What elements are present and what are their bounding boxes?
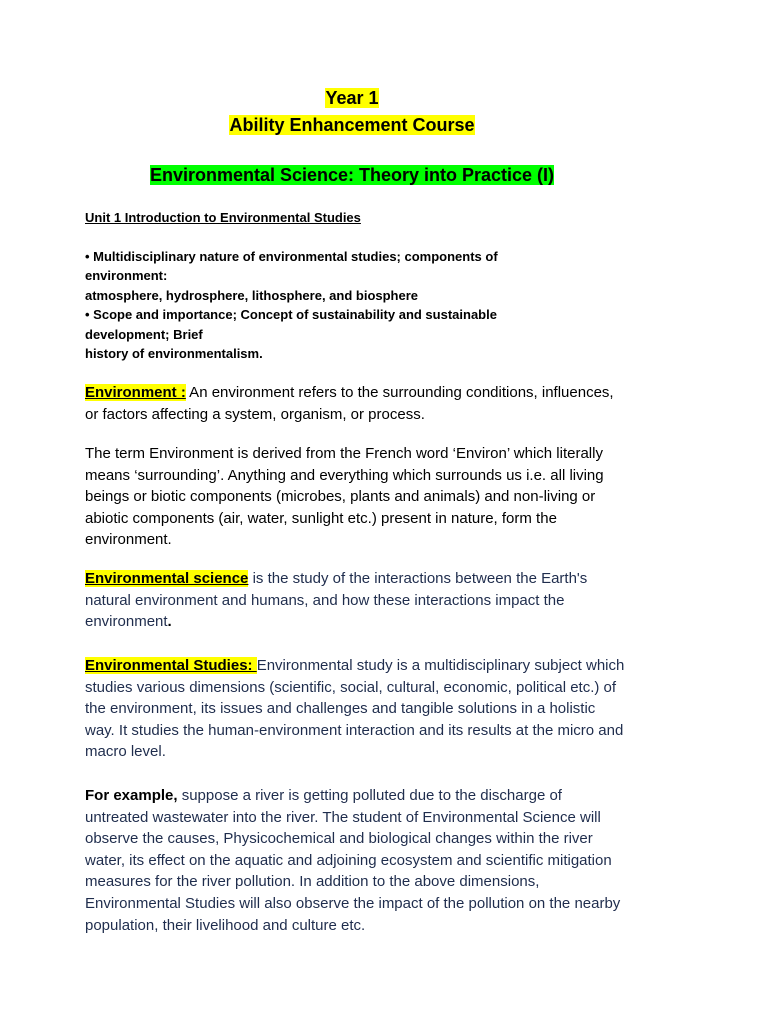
year-text: Year 1 — [325, 88, 379, 108]
syllabus-line: atmosphere, hydrosphere, lithosphere, and biosphere — [85, 287, 419, 303]
syllabus-line: • Multidisciplinary nature of environmental studies; components of — [85, 249, 498, 264]
env-studies-text: Environmental study is a multidisciplinary subject which studies various dimensions (scientific, social, cultural, economic, political etc.) of the environment, its issues and challenges and tangible solutions in a holistic way. It studies the human-environment interaction and its results at the micro and macro level. — [85, 657, 625, 761]
example-lead: For example, — [85, 787, 178, 804]
term-origin-paragraph — [85, 443, 625, 551]
environment-definition — [85, 382, 625, 425]
course-text: Ability Enhancement Course — [229, 115, 475, 135]
example-paragraph — [85, 785, 625, 936]
env-science-end: . — [167, 613, 172, 631]
syllabus-line: • Scope and importance; Concept of sustainability and sustainable — [85, 307, 497, 323]
environmental-science-definition — [85, 568, 625, 633]
env-science-text: is the study of the interactions between the Earth's natural environment and humans, and how these interactions impact the environment — [85, 570, 588, 631]
syllabus-line: development; Brief — [85, 326, 203, 342]
title-text: Environmental Science: Theory into Practice (I) — [149, 165, 555, 185]
example-text: suppose a river is getting polluted due to the discharge of untreated wastewater into the river. The student of Environmental Science will observe the causes, Physicochemical and biological changes within the river water, its effect on the aquatic and adjoining ecosystem and scientific mitigation measures for the river pollution. In addition to the above dimensions, Environmental Studies will also observe the impact of the pollution on the nearby population, their livelihood and culture etc. — [85, 787, 621, 934]
syllabus-list — [85, 247, 555, 363]
term-origin-text: The term Environment is derived from the French word ‘Environ’ which literally means ‘surrounding’. Anything and everything which surrounds us i.e. all living beings or biotic components (microbes, plants and animals) and non-living or abiotic components (air, water, sunlight etc.) present in nature, form the environment. — [85, 445, 604, 549]
syllabus-line: history of environmentalism. — [85, 346, 263, 362]
environment-text: An environment refers to the surrounding conditions, influences, or factors affecting a system, organism, or process. — [85, 384, 614, 423]
env-studies-term: Environmental Studies: — [85, 657, 257, 674]
environment-term: Environment : — [85, 384, 186, 401]
course-heading — [0, 113, 704, 137]
unit-heading: Unit 1 Introduction to Environmental Studies — [85, 210, 361, 225]
year-heading — [0, 86, 704, 110]
syllabus-line: environment: — [85, 268, 168, 284]
environmental-studies-definition — [85, 655, 625, 763]
document-title — [0, 163, 704, 187]
env-science-term: Environmental science — [85, 570, 249, 587]
